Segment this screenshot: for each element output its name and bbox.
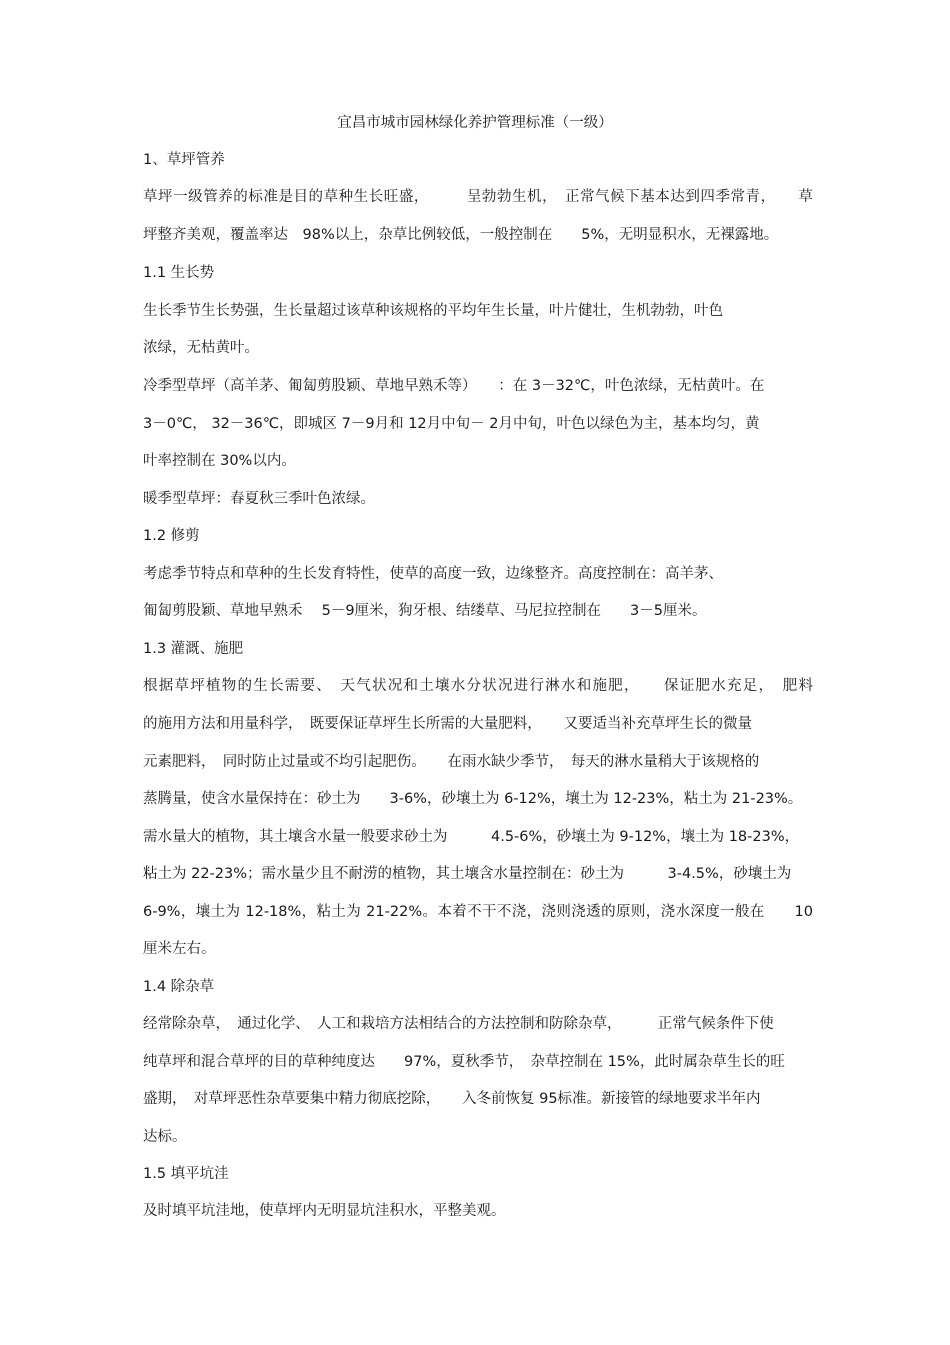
paragraph-line: 考虑季节特点和草种的生长发育特性，使草的高度一致，边缘整齐。高度控制在：高羊茅、 (143, 566, 723, 582)
section-heading: 1.5 填平坑洼 (143, 1166, 229, 1182)
document-title: 宜昌市城市园林绿化养护管理标准（一级） (337, 115, 613, 131)
paragraph-line: 匍匐剪股颖、草地早熟禾 5－9厘米，狗牙根、结缕草、马尼拉控制在 3－5厘米。 (143, 603, 707, 619)
paragraph-line: 草坪一级管养的标准是目的草种生长旺盛， 呈勃勃生机， 正常气候下基本达到四季常青， 草 (143, 189, 813, 205)
paragraph-line: 6-9%，壤土为 12-18%，粘土为 21-22%。本着不干不浇，浇则浇透的原则，浇水深度一般在 10 (143, 904, 813, 920)
paragraph-line: 的施用方法和用量科学， 既要保证草坪生长所需的大量肥料， 又要适当补充草坪生长的微量 (143, 716, 752, 732)
paragraph-line: 生长季节生长势强，生长量超过该草种该规格的平均年生长量，叶片健壮，生机勃勃，叶色 (143, 303, 723, 319)
paragraph-line: 纯草坪和混合草坪的目的草种纯度达 97%，夏秋季节， 杂草控制在 15%，此时属杂草生长的旺 (143, 1054, 785, 1070)
paragraph-line: 经常除杂草， 通过化学、 人工和栽培方法相结合的方法控制和防除杂草， 正常气候条件下使 (143, 1016, 774, 1032)
paragraph-line: 达标。 (143, 1129, 187, 1145)
paragraph-line: 根据草坪植物的生长需要、 天气状况和土壤水分状况进行淋水和施肥， 保证肥水充足， 肥料 (143, 678, 813, 694)
paragraph-line: 暖季型草坪：春夏秋三季叶色浓绿。 (143, 491, 375, 507)
paragraph-line: 盛期， 对草坪恶性杂草要集中精力彻底挖除， 入冬前恢复 95标准。新接管的绿地要求半年内 (143, 1091, 761, 1107)
section-heading: 1.2 修剪 (143, 528, 200, 544)
section-heading: 1、草坪管养 (143, 152, 225, 168)
paragraph-line: 元素肥料， 同时防止过量或不均引起肥伤。 在雨水缺少季节， 每天的淋水量稍大于该规格的 (143, 754, 760, 770)
paragraph-line: 冷季型草坪（高羊茅、匍匐剪股颖、草地早熟禾等） ：在 3－32℃，叶色浓绿，无枯黄叶。在 (143, 378, 765, 394)
section-heading: 1.1 生长势 (143, 265, 215, 281)
paragraph-line: 3－0℃， 32－36℃，即城区 7－9月和 12月中旬－ 2月中旬，叶色以绿色为主，基本均匀，黄 (143, 416, 760, 432)
paragraph-line: 及时填平坑洼地，使草坪内无明显坑洼积水，平整美观。 (143, 1203, 506, 1219)
paragraph-line: 浓绿，无枯黄叶。 (143, 340, 259, 356)
paragraph-line: 需水量大的植物，其土壤含水量一般要求砂土为 4.5-6%，砂壤土为 9-12%，壤土为 18-23%， (143, 829, 800, 845)
paragraph-line: 粘土为 22-23%；需水量少且不耐涝的植物，其土壤含水量控制在：砂土为 3-4.5%，砂壤土为 (143, 866, 792, 882)
section-heading: 1.4 除杂草 (143, 979, 215, 995)
paragraph-line: 蒸腾量，使含水量保持在：砂土为 3-6%，砂壤土为 6-12%，壤土为 12-23%，粘土为 21-23%。 (143, 791, 803, 807)
paragraph-line: 厘米左右。 (143, 941, 216, 957)
section-heading: 1.3 灌溉、施肥 (143, 641, 244, 657)
paragraph-line: 坪整齐美观，覆盖率达 98%以上，杂草比例较低，一般控制在 5%，无明显积水，无裸露地。 (143, 227, 779, 243)
paragraph-line: 叶率控制在 30%以内。 (143, 453, 296, 469)
